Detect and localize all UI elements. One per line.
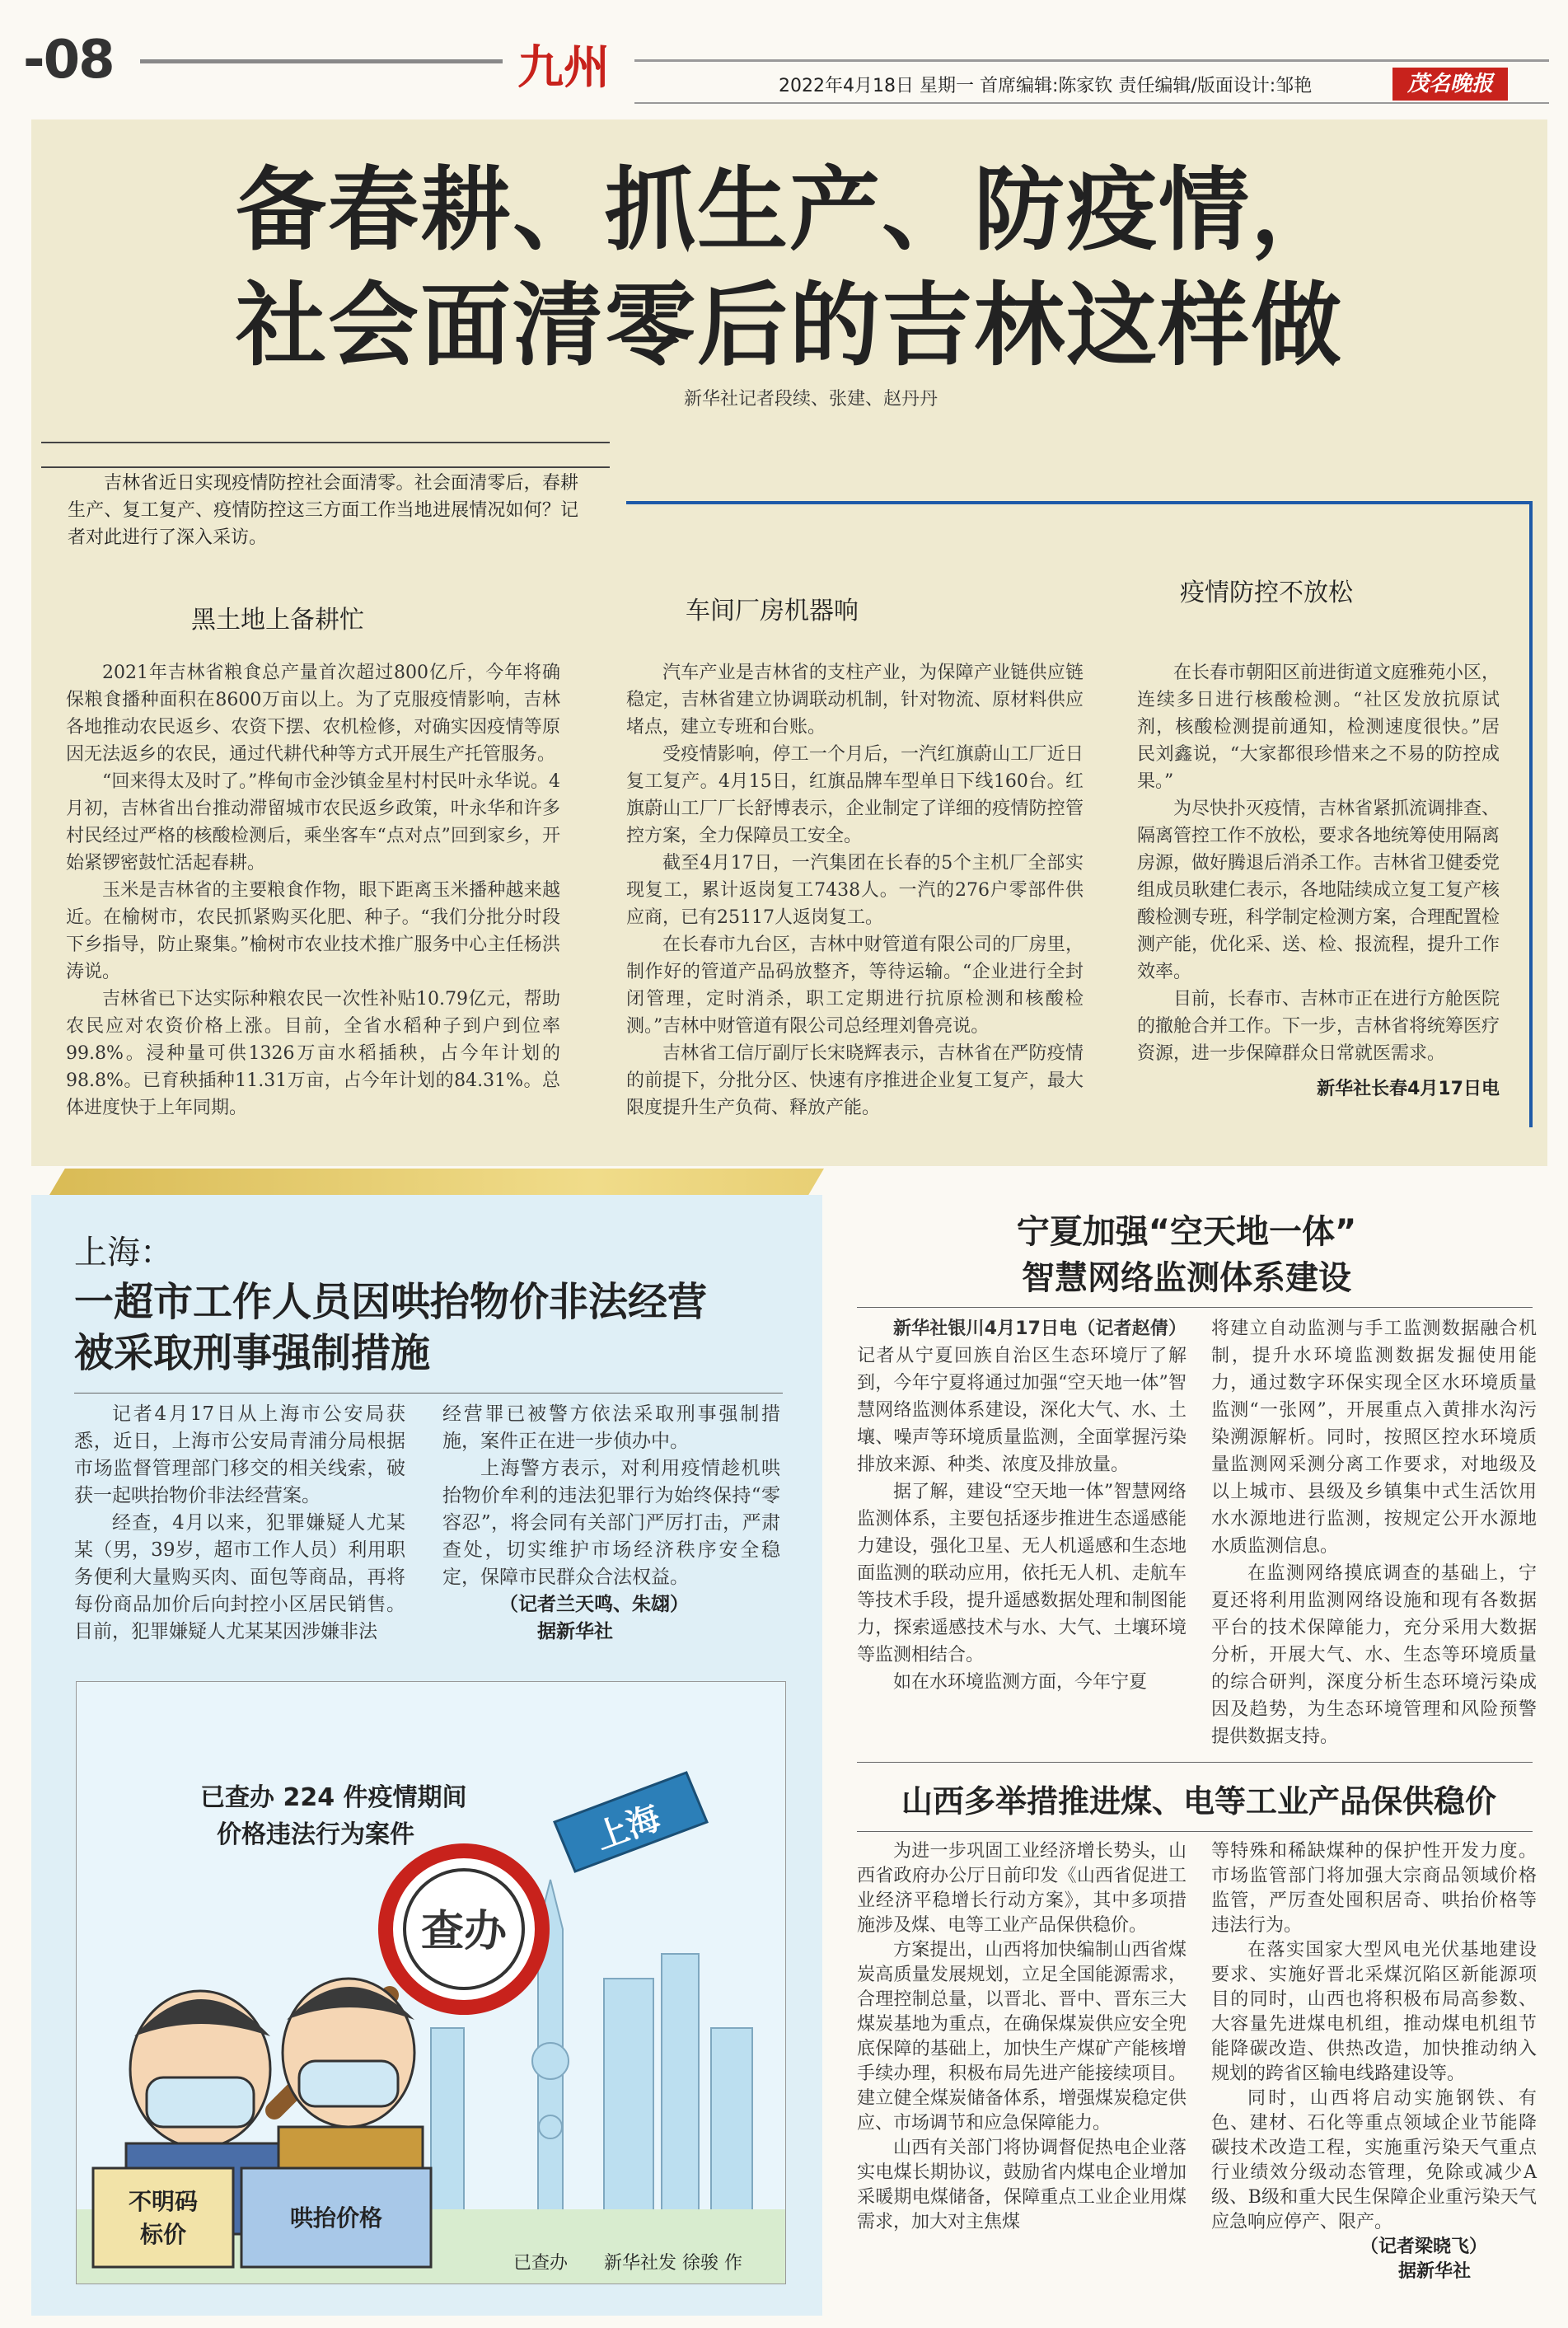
paragraph: 经查，4月以来，犯罪嫌疑人尤某某（男，39岁，超市工作人员）利用职务便利大量购买肉、面包等商品，再将每份商品加价后向封控小区居民销售。目前，犯罪嫌疑人尤某某因涉嫌非法: [74, 1512, 405, 1642]
paragraph: 据了解，建设“空天地一体”智慧网络监测体系，主要包括逐步推进生态遥感能力建设，强化卫星、无人机遥感和生态地面监测的联动应用，依托无人机、走航车等技术手段，提升遥感数据处理和制图能力，探索遥感技术与水、大气、土壤环境等监测相结合。: [857, 1482, 1187, 1665]
header-info: 2022年4月18日 星期一 首席编辑:陈家钦 责任编辑/版面设计:邹艳: [779, 76, 1313, 96]
paragraph: 经营罪已被警方依法采取刑事强制措施，案件正在进一步侦办中。: [442, 1403, 780, 1452]
section3-body: [1137, 659, 1500, 1103]
header-rule-bottom: [634, 102, 1549, 104]
shanghai-col2: [442, 1401, 780, 1646]
shanghai-title-line1: 一超市工作人员因哄抬物价非法经营: [74, 1279, 708, 1325]
ningxia-col1: [857, 1315, 1187, 1696]
box1-line2: 标价: [139, 2221, 187, 2248]
main-lead: [68, 470, 578, 551]
paragraph: 将建立自动监测与手工监测数据融合机制，提升水环境监测数据发掘使用能力，通过数字环保实现全区水环境质量监测“一张网”，开展重点入黄排水沟污染溯源解析。同时，按照区控水环境质量监测网采测分离工作要求，对地级及以上城市、县级及乡镇集中式生活饮用水水源地进行监测，按规定公开水源地水质监测信息。: [1211, 1319, 1537, 1557]
box-unmarked: [93, 2168, 233, 2267]
shanxi-source: 据新华社: [1397, 2261, 1471, 2282]
paragraph: 为进一步巩固工业经济增长势头，山西省政府办公厅日前印发《山西省促进工业经济平稳增长行动方案》，其中多项措施涉及煤、电等工业产品保供稳价。: [857, 1841, 1187, 1936]
shanghai-title-line2: 被采取刑事强制措施: [74, 1330, 431, 1376]
paper-name: 茂名晚报: [1392, 68, 1508, 101]
section2-heading: 车间厂房机器响: [686, 597, 859, 625]
paragraph: 吉林省已下达实际种粮农民一次性补贴10.79亿元，帮助农民应对农资价格上涨。目前，全省水稻种子到户到位率99.8%。浸种量可供1326万亩水稻插秧，占今年计划的98.8%。已育秧插种11.31万亩，占今年计划的84.31%。总体进度快于上年同期。: [66, 989, 560, 1118]
paragraph: 玉米是吉林省的主要粮食作物，眼下距离玉米播种越来越近。在榆树市，农民抓紧购买化肥、种子。“我们分批分时段下乡指导，防止聚集。”榆树市农业技术推广服务中心主任杨洪涛说。: [66, 880, 560, 982]
paragraph: 在长春市朝阳区前进街道文庭雅苑小区，连续多日进行核酸检测。“社区发放抗原试剂，核酸检测提前通知，检测速度很快。”居民刘鑫说，“大家都很珍惜来之不易的防控成果。”: [1137, 663, 1500, 792]
paragraph: 同时，山西将启动实施钢铁、有色、建材、石化等重点领域企业节能降碳技术改造工程，实施重污染天气重点行业绩效分级动态管理，免除或减少A级、B级和重大民生保障企业重污染天气应急响应停产、限产。: [1211, 2088, 1537, 2232]
ningxia-para1: 记者从宁夏回族自治区生态环境厅了解到，今年宁夏将通过加强“空天地一体”智慧网络监测体系建设，深化大气、水、土壤、噪声等环境质量监测，全面掌握污染排放来源、种类、浓度及排放量。: [857, 1346, 1187, 1475]
shanghai-rule: [74, 1393, 783, 1394]
lead-rule-bottom: [41, 466, 610, 468]
main-title-line1: 备春耕、抓生产、防疫情，: [236, 157, 1343, 263]
paragraph: “回来得太及时了。”桦甸市金沙镇金星村村民叶永华说。4月初，吉林省出台推动滞留城市农民返乡政策，叶永华和许多村民经过严格的核酸检测后，乘坐客车“点对点”回到家乡，开始紧锣密鼓忙活起春耕。: [66, 771, 560, 874]
shanxi-rule: [857, 1831, 1533, 1832]
paragraph: 等特殊和稀缺煤种的保护性开发力度。市场监管部门将加强大宗商品领域价格监管，严厉查处囤积居奇、哄抬价格等违法行为。: [1211, 1841, 1537, 1936]
main-lead-text: 吉林省近日实现疫情防控社会面清零。社会面清零后，春耕生产、复工复产、疫情防控这三方面工作当地进展情况如何？记者对此进行了深入采访。: [68, 473, 578, 548]
box1-line1: 不明码: [128, 2188, 199, 2215]
paragraph: 在落实国家大型风电光伏基地建设要求、实施好晋北采煤沉陷区新能源项目的同时，山西也将积极布局高参数、大容量先进煤电机组，推动煤电机组节能降碳改造、供热改造，加快推动纳入规划的跨省区输电线路建设等。: [1211, 1940, 1537, 2084]
section-logo: [517, 35, 623, 101]
paragraph: 方案提出，山西将加快编制山西省煤炭高质量发展规划，立足全国能源需求，合理控制总量，以晋北、晋中、晋东三大煤炭基地为重点，在确保煤炭供应安全兜底保障的基础上，加快生产煤矿产能核增手续办理，积极布局先进产能接续项目。建立健全煤炭储备体系，增强煤炭稳定供应、市场调节和应急保障能力。: [857, 1940, 1187, 2134]
paragraph: 如在水环境监测方面，今年宁夏: [893, 1672, 1148, 1693]
ningxia-dateline: 新华社银川4月17日电（记者赵倩）: [893, 1319, 1187, 1339]
cartoon-stamp: 查办: [420, 1907, 508, 1956]
shanghai-kicker: 上海：: [74, 1234, 173, 1272]
cartoon-city-label: 上海: [590, 1798, 666, 1857]
paragraph: 在监测网络摸底调查的基础上，宁夏还将利用监测网络设施和现有各数据平台的技术保障能力，充分采用大数据分析，开展大气、水、生态等环境质量的综合研判，深度分析生态环境污染成因及趋势，为生态环境管理和风险预警提供数据支持。: [1211, 1563, 1537, 1747]
page-number: -08: [23, 30, 114, 91]
ningxia-rule: [857, 1307, 1533, 1308]
section1-body: [66, 659, 560, 1122]
cartoon-frame: [76, 1681, 786, 2284]
paragraph: 吉林省工信厅副厅长宋晓辉表示，吉林省在严防疫情的前提下，分批分区、快速有序推进企业复工复产，最大限度提升生产负荷、释放产能。: [626, 1043, 1084, 1118]
paragraph: 在长春市九台区，吉林中财管道有限公司的厂房里，制作好的管道产品码放整齐，等待运输。“企业进行全封闭管理，定时消杀，职工定期进行抗原检测和核酸检测。”吉林中财管道有限公司总经理刘鲁亮说。: [626, 934, 1084, 1037]
cartoon-headline-2: 价格违法行为案件: [217, 1820, 414, 1849]
section-name: 九州: [517, 40, 610, 95]
section3-signoff: 新华社长春4月17日电: [1317, 1079, 1500, 1099]
shanxi-title: 山西多举措推进煤、电等工业产品保供稳价: [901, 1783, 1496, 1820]
paragraph: 为尽快扑灭疫情，吉林省紧抓流调排查、隔离管控工作不放松，要求各地统筹使用隔离房源，做好腾退后消杀工作。吉林省卫健委党组成员耿建仁表示，各地陆续成立复工复产核酸检测专班，科学制定检测方案，合理配置检测产能，优化采、送、检、报流程，提升工作效率。: [1137, 799, 1500, 982]
paragraph: 上海警方表示，对利用疫情趁机哄抬物价牟利的违法犯罪行为始终保持“零容忍”，将会同有关部门严厉打击，严肃查处，切实维护市场经济秩序安全稳定，保障市民群众合法权益。: [442, 1458, 780, 1588]
header-rule-left: [140, 59, 503, 63]
shanxi-col1: [857, 1839, 1187, 2235]
ningxia-title-line1: 宁夏加强“空天地一体”: [1016, 1213, 1357, 1251]
paragraph: 目前，长春市、吉林市正在进行方舱医院的撤舱合并工作。下一步，吉林省将统筹医疗资源，进一步保障群众日常就医需求。: [1137, 989, 1500, 1064]
paragraph: 山西有关部门将协调督促热电企业落实电煤长期协议，鼓励省内煤电企业增加采暖期电煤储备，保障重点工业企业用煤需求，加大对主焦煤: [857, 2138, 1187, 2232]
cartoon-illustration: [77, 1682, 785, 2284]
paragraph: [857, 1315, 1187, 1478]
shanxi-rule-top: [857, 1762, 1533, 1763]
paragraph: 截至4月17日，一汽集团在长春的5个主机厂全部实现复工，累计返岗复工7438人。一汽的276户零部件供应商，已有25117人返岗复工。: [626, 853, 1084, 928]
paragraph: 2021年吉林省粮食总产量首次超过800亿斤，今年将确保粮食播种面积在8600万亩以上。为了克服疫情影响，吉林各地推动农民返乡、农资下摆、农机检修，对确实因疫情等原因无法返乡的农民，通过代耕代种等方式开展生产托管服务。: [66, 663, 560, 765]
paragraph: 汽车产业是吉林省的支柱产业，为保障产业链供应链稳定，吉林省建立协调联动机制，针对物流、原材料供应堵点，建立专班和台账。: [626, 663, 1084, 738]
paragraph: 受疫情影响，停工一个月后，一汽红旗蔚山工厂近日复工复产。4月15日，红旗品牌车型单日下线160台。红旗蔚山工厂厂长舒博表示，企业制定了详细的疫情防控管控方案，全力保障员工安全。: [626, 744, 1084, 846]
paragraph: 记者4月17日从上海市公安局获悉，近日，上海市公安局青浦分局根据市场监督管理部门移交的相关线索，破获一起哄抬物价非法经营案。: [74, 1403, 405, 1506]
box2-label: 哄抬价格: [289, 2204, 383, 2232]
shanghai-source: 据新华社: [537, 1621, 613, 1642]
ningxia-col2: [1211, 1315, 1537, 1750]
ningxia-title-line2: 智慧网络监测体系建设: [1022, 1259, 1351, 1297]
shanxi-reporter: （记者梁晓飞）: [1360, 2237, 1487, 2257]
lead-rule-top: [41, 442, 610, 443]
shanghai-reporter: （记者兰天鸣、朱翃）: [499, 1594, 689, 1615]
main-title-line2: 社会面清零后的吉林这样做: [236, 273, 1343, 378]
section2-body: [626, 659, 1084, 1122]
shanghai-col1: [74, 1401, 405, 1646]
section1-heading: 黑土地上备耕忙: [191, 606, 364, 635]
yellow-banner: [49, 1169, 824, 1195]
cartoon-caption: 已查办 新华社发 徐骏 作: [513, 2253, 742, 2274]
cartoon-headline-1: 已查办 224 件疫情期间: [200, 1783, 467, 1812]
header-rule-top: [634, 59, 1549, 62]
section3-heading: 疫情防控不放松: [1180, 578, 1353, 607]
main-byline: 新华社记者段续、张建、赵丹丹: [684, 389, 938, 410]
shanxi-col2: [1211, 1839, 1537, 2284]
